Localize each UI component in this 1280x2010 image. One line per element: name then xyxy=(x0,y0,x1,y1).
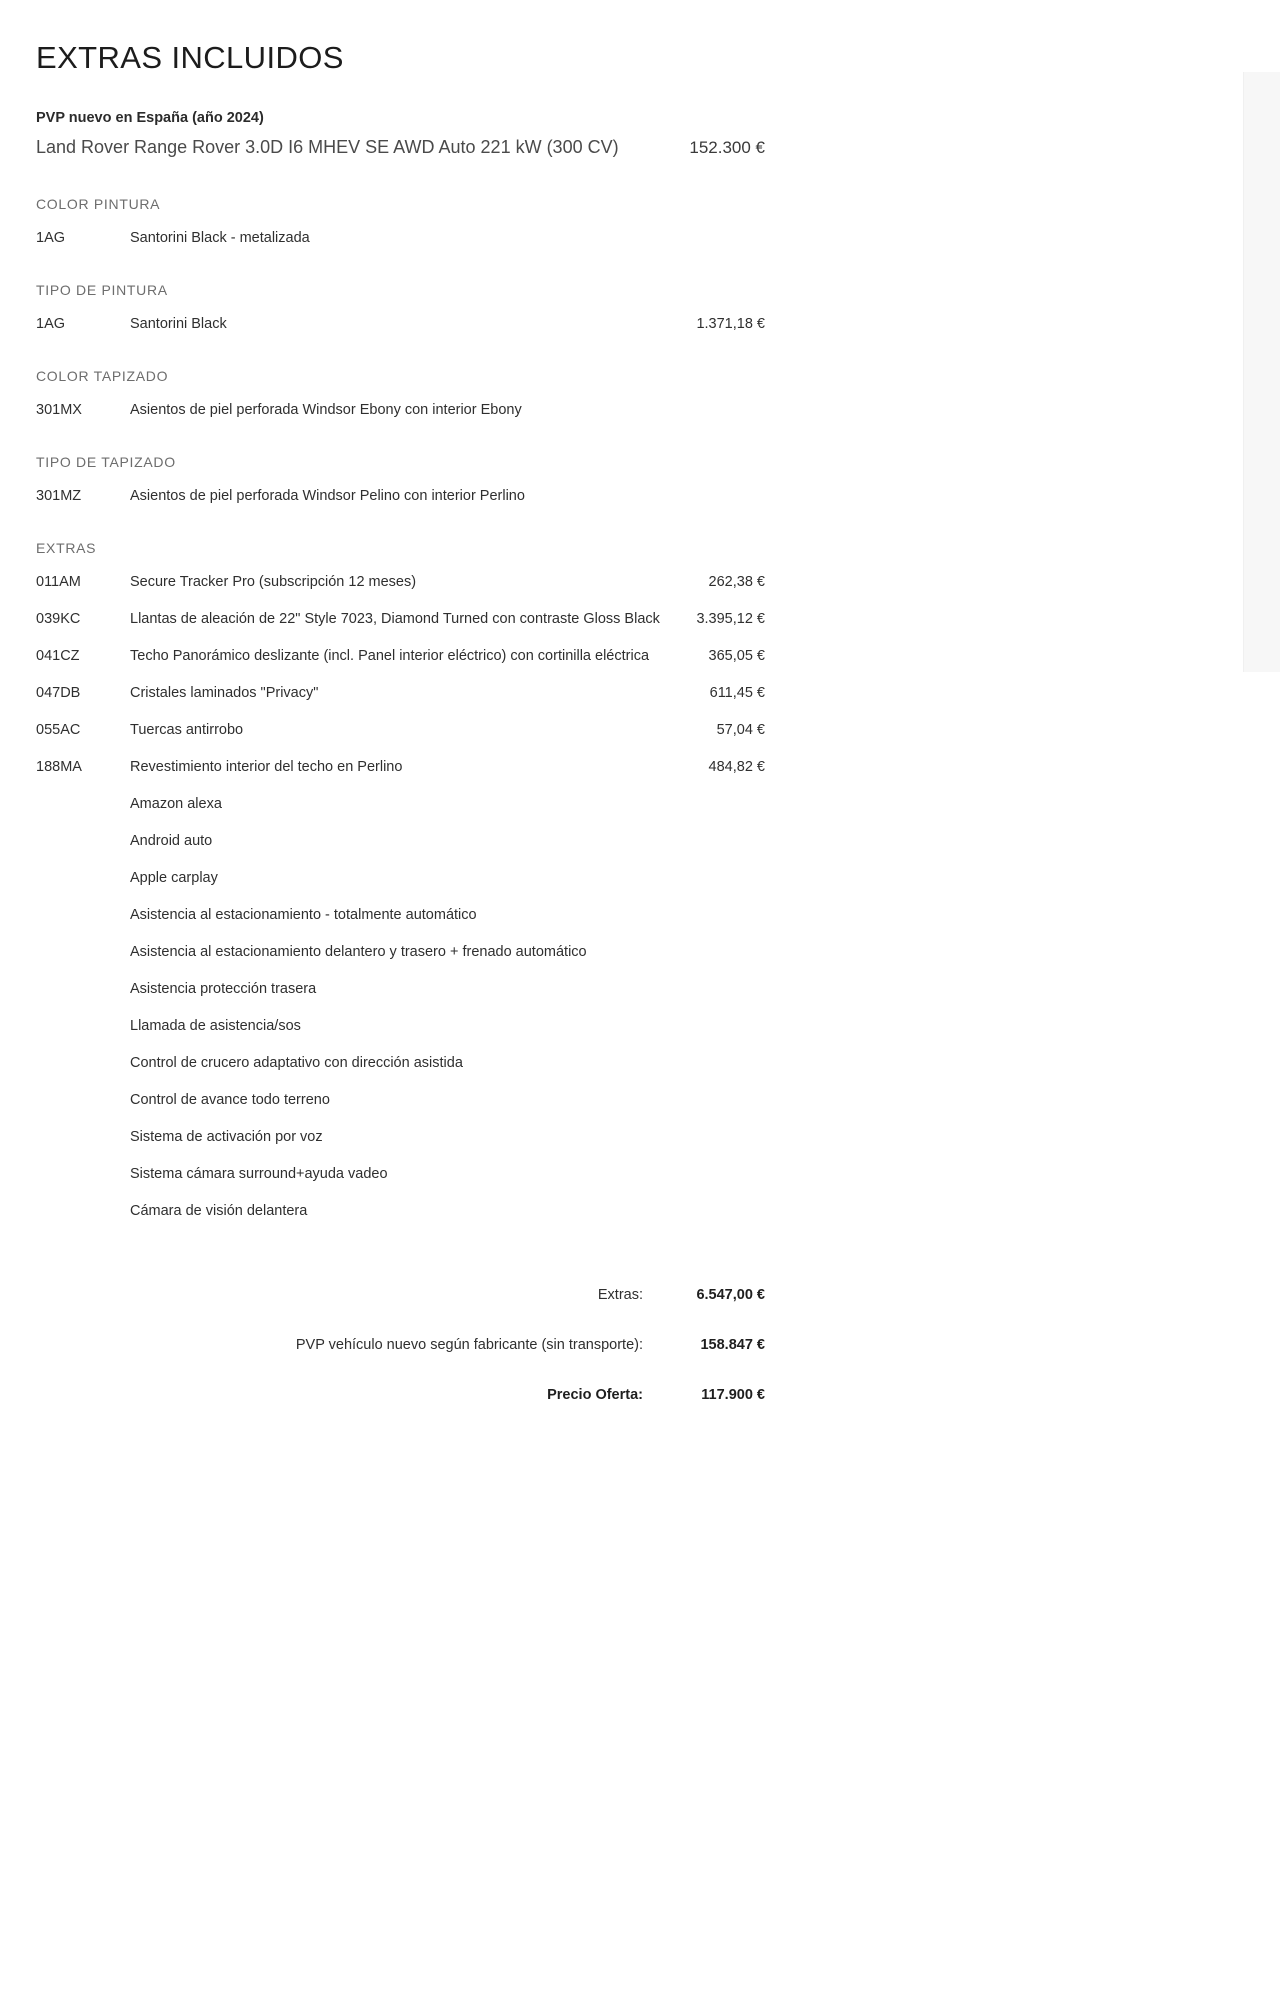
total-value: 6.547,00 € xyxy=(696,1286,765,1303)
spec-line xyxy=(36,1129,765,1145)
spec-line xyxy=(36,722,765,738)
spec-description: Asientos de piel perforada Windsor Ebony con interior Ebony xyxy=(130,401,522,418)
spec-code: 301MZ xyxy=(36,487,82,504)
spec-line xyxy=(36,1166,765,1182)
spec-code: 041CZ xyxy=(36,647,80,664)
spec-line xyxy=(36,870,765,886)
spec-description: Santorini Black - metalizada xyxy=(130,229,310,246)
spec-description: Asistencia protección trasera xyxy=(130,980,317,997)
spec-amount: 57,04 € xyxy=(716,721,765,738)
section-title: TIPO DE PINTURA xyxy=(36,281,168,298)
spec-code: 011AM xyxy=(36,573,81,590)
spec-line xyxy=(36,611,765,627)
spec-description: Techo Panorámico deslizante (incl. Panel interior eléctrico) con cortinilla eléctrica xyxy=(130,647,650,664)
spec-description: Asientos de piel perforada Windsor Pelino con interior Perlino xyxy=(130,487,525,504)
spec-amount: 484,82 € xyxy=(708,758,765,775)
spec-description: Tuercas antirrobo xyxy=(130,721,244,738)
spec-line xyxy=(36,316,765,332)
page-title: EXTRAS INCLUIDOS xyxy=(36,40,344,75)
spec-sections xyxy=(36,196,765,504)
model-price: 152.300 € xyxy=(689,138,765,157)
right-side-panel xyxy=(1243,72,1280,672)
spec-description: Asistencia al estacionamiento - totalmente automático xyxy=(130,906,477,923)
spec-description: Llamada de asistencia/sos xyxy=(130,1017,301,1034)
spec-amount: 1.371,18 € xyxy=(696,315,765,332)
spec-line xyxy=(36,685,765,701)
section-title: COLOR TAPIZADO xyxy=(36,367,169,384)
spec-description: Llantas de aleación de 22" Style 7023, Diamond Turned con contraste Gloss Black xyxy=(130,610,660,627)
spec-code: 188MA xyxy=(36,758,82,775)
spec-description: Control de crucero adaptativo con dirección asistida xyxy=(130,1054,463,1071)
total-value: 158.847 € xyxy=(700,1336,765,1353)
total-row xyxy=(36,1337,765,1353)
spec-line xyxy=(36,230,765,246)
spec-line xyxy=(36,648,765,664)
spec-amount: 3.395,12 € xyxy=(696,610,765,627)
spec-description: Cristales laminados "Privacy" xyxy=(130,684,319,701)
spec-line xyxy=(36,488,765,504)
model-row xyxy=(36,136,765,160)
spec-line xyxy=(36,1092,765,1108)
spec-line xyxy=(36,402,765,418)
spec-description: Control de avance todo terreno xyxy=(130,1091,330,1108)
spec-line xyxy=(36,1055,765,1071)
totals-block xyxy=(36,1287,765,1403)
total-label: PVP vehículo nuevo según fabricante (sin transporte): xyxy=(295,1336,643,1353)
spec-description: Sistema cámara surround+ayuda vadeo xyxy=(130,1165,388,1182)
spec-amount: 611,45 € xyxy=(709,684,765,701)
spec-description: Apple carplay xyxy=(130,869,218,886)
spec-line xyxy=(36,1203,765,1219)
spec-amount: 262,38 € xyxy=(708,573,765,590)
spec-code: 301MX xyxy=(36,401,82,418)
total-label: Extras: xyxy=(597,1286,643,1303)
spec-line xyxy=(36,833,765,849)
spec-description: Santorini Black xyxy=(130,315,227,332)
spec-line xyxy=(36,759,765,775)
spec-code: 039KC xyxy=(36,610,81,627)
total-row xyxy=(36,1387,765,1403)
spec-description: Android auto xyxy=(130,832,213,849)
spec-line xyxy=(36,574,765,590)
spec-description: Revestimiento interior del techo en Perlino xyxy=(130,758,403,775)
spec-code: 1AG xyxy=(36,315,66,332)
extras-list xyxy=(36,574,765,1219)
spec-code: 047DB xyxy=(36,684,81,701)
spec-code: 055AC xyxy=(36,721,81,738)
spec-line xyxy=(36,796,765,812)
pvp-label: PVP nuevo en España (año 2024) xyxy=(36,110,264,126)
spec-line xyxy=(36,1018,765,1034)
spec-amount: 365,05 € xyxy=(708,647,765,664)
spec-line xyxy=(36,907,765,923)
total-label: Precio Oferta: xyxy=(547,1386,643,1403)
spec-code: 1AG xyxy=(36,229,66,246)
spec-description: Cámara de visión delantera xyxy=(130,1202,308,1219)
section-title: COLOR PINTURA xyxy=(36,195,161,212)
spec-line xyxy=(36,944,765,960)
spec-description: Asistencia al estacionamiento delantero y trasero + frenado automático xyxy=(130,943,587,960)
section-title: TIPO DE TAPIZADO xyxy=(36,453,176,470)
spec-line xyxy=(36,981,765,997)
spec-description: Amazon alexa xyxy=(130,795,222,812)
section-title-extras: EXTRAS xyxy=(36,539,97,556)
total-row xyxy=(36,1287,765,1303)
spec-description: Secure Tracker Pro (subscripción 12 meses) xyxy=(130,573,417,590)
total-value: 117.900 € xyxy=(701,1386,765,1403)
model-name: Land Rover Range Rover 3.0D I6 MHEV SE AWD Auto 221 kW (300 CV) xyxy=(36,137,619,157)
spec-description: Sistema de activación por voz xyxy=(130,1128,323,1145)
